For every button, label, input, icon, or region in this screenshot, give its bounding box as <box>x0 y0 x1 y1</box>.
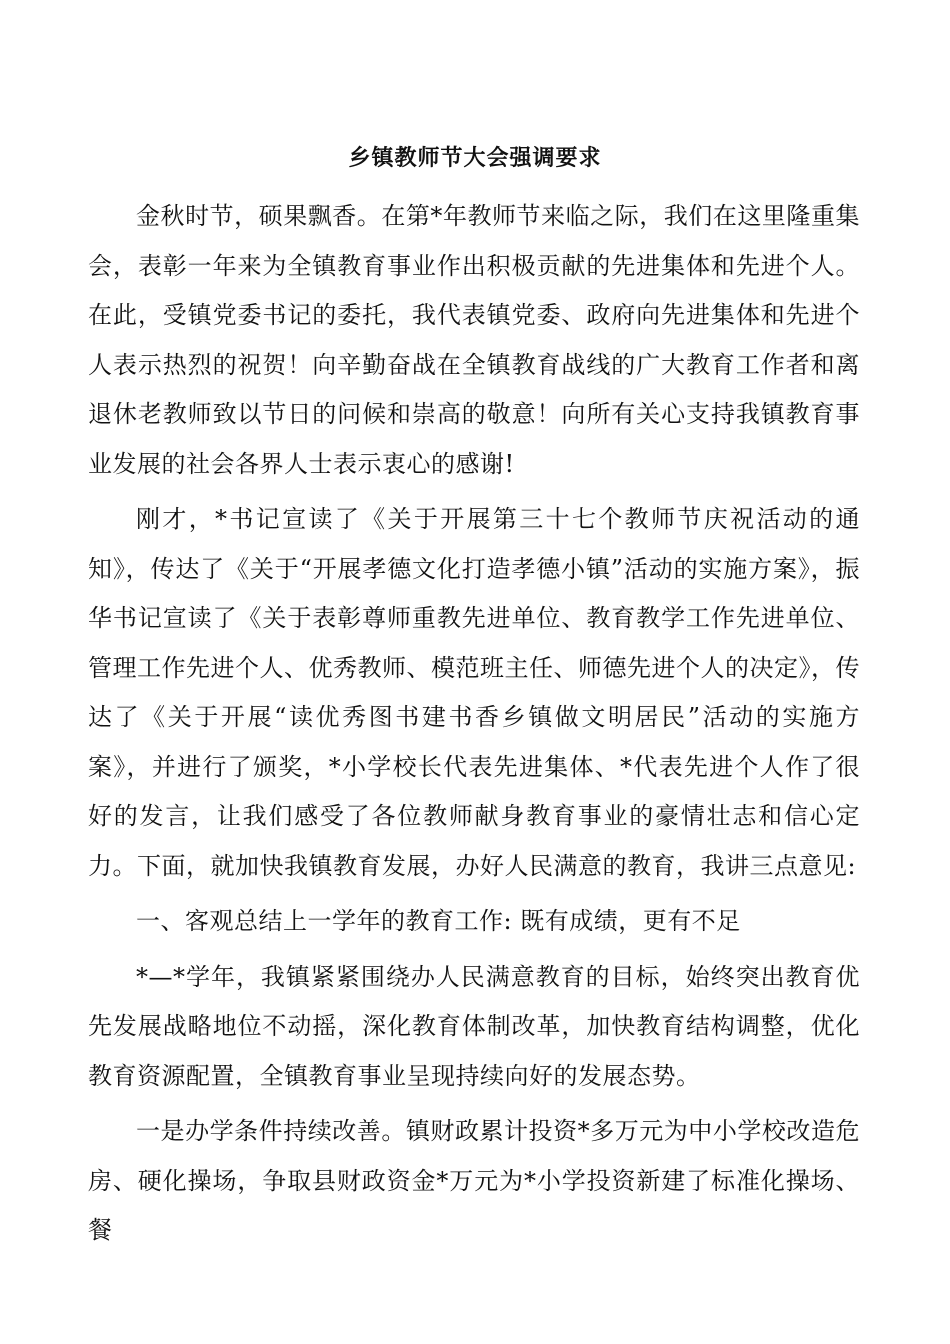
document-body <box>88 192 860 1256</box>
section-heading-1: 一、客观总结上一学年的教育工作: 既有成绩，更有不足 <box>136 907 741 935</box>
paragraph-overview: *—*学年，我镇紧紧围绕办人民满意教育的目标，始终突出教育优先发展战略地位不动摇，深化教育体制改革，加快教育结构调整，优化教育资源配置，全镇教育事业呈现持续向好的发展态势。 <box>88 962 860 1090</box>
document-title: 乡镇教师节大会强调要求 <box>348 145 602 171</box>
paragraph-conditions: 一是办学条件持续改善。镇财政累计投资*多万元为中小学校改造危房、硬化操场，争取县财政资金*万元为*小学投资新建了标准化操场、餐 <box>88 1117 860 1244</box>
paragraph-summary: 刚才，*书记宣读了《关于开展第三十七个教师节庆祝活动的通知》，传达了《关于“开展孝德文化打造孝德小镇”活动的实施方案》，振华书记宣读了《关于表彰尊师重教先进单位、教育教学工作先进单位、管理工作先进个人、优秀教师、模范班主任、师德先进个人的决定》，传达了《关于开展“读优秀图书建书香乡镇做文明居民”活动的实施方案》，并进行了颁奖，*小学校长代表先进集体、*代表先进个人作了很好的发言，让我们感受了各位教师献身教育事业的豪情壮志和信心定力。下面，就加快我镇教育发展，办好人民满意的教育，我讲三点意见: <box>88 505 860 880</box>
paragraph-intro: 金秋时节，硕果飘香。在第*年教师节来临之际，我们在这里隆重集会，表彰一年来为全镇教育事业作出积极贡献的先进集体和先进个人。在此，受镇党委书记的委托，我代表镇党委、政府向先进集体和先进个人表示热烈的祝贺！向辛勤奋战在全镇教育战线的广大教育工作者和离退休老教师致以节日的问候和崇高的敬意！向所有关心支持我镇教育事业发展的社会各界人士表示衷心的感谢! <box>88 202 860 478</box>
